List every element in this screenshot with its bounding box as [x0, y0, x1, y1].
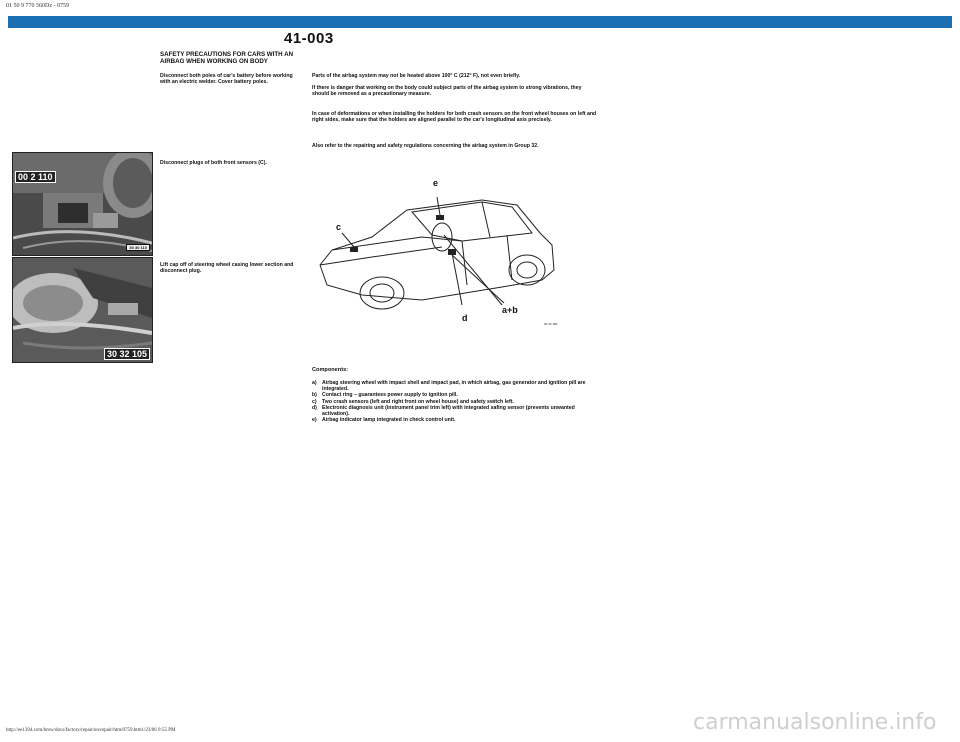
crash-sensor-marker — [350, 247, 358, 252]
photo-label: 30 32 105 — [104, 348, 150, 360]
left-paragraph-3: Lift cap off of steering wheel casing lower section and disconnect plug. — [160, 262, 294, 275]
car-outline-drawing — [312, 175, 572, 335]
right-paragraph-1: Parts of the airbag system may not be heated above 100° C (212° F), not even briefly. — [312, 73, 521, 79]
diagram-label-d: d — [462, 313, 468, 323]
diagram-label-c: c — [336, 222, 342, 232]
diagnosis-unit-marker — [448, 249, 456, 255]
airbag-system-diagram — [312, 175, 572, 335]
component-item: d) Electronic diagnosis unit (instrument panel trim left) with integrated safing sensor (prevents unwanted activation). — [312, 404, 575, 418]
right-paragraph-3: In case of deformations or when installing the holders for both crash sensors on the front wheel houses on left and right sides, make sure that the holders are aligned parallel to the car's longitudinal axis precisely. — [312, 111, 597, 124]
page-number: 41-003 — [284, 30, 334, 47]
left-paragraph-2: Disconnect plugs of both front sensors (C). — [160, 160, 267, 166]
top-color-bar — [8, 16, 952, 28]
component-item: e) Airbag indicator lamp integrated in check control unit. — [312, 417, 456, 424]
footer-url: http://ee1394.com/bmw/docs/factory/repair/en/repair/htm/0759.htm1/23/06 9:55 PM — [6, 728, 176, 733]
section-title: SAFETY PRECAUTIONS FOR CARS WITH AN AIRBAG WHEN WORKING ON BODY — [160, 51, 294, 65]
watermark: carmanualsonline.info — [693, 710, 937, 735]
indicator-lamp-marker — [436, 215, 444, 220]
photo-battery-sensor-image — [13, 153, 152, 255]
photo-label: 00 2 110 — [15, 171, 56, 183]
document-header: 01 50 9 770 560Dz - 0759 — [6, 3, 69, 9]
photo-steering-plug-image — [13, 258, 152, 362]
components-heading: Components: — [312, 367, 349, 373]
photo-battery-sensor — [12, 152, 153, 256]
right-paragraph-2: If there is danger that working on the body could subject parts of the airbag system to strong vibrations, they should be removed as a precautionary measure. — [312, 85, 582, 98]
diagram-label-e: e — [433, 178, 439, 188]
photo-sublabel: 30 30 110 — [126, 244, 150, 251]
component-item: c) Two crash sensors (left and right front on wheel house) and safety switch left. — [312, 398, 514, 405]
diagram-label-a-b: a+b — [502, 305, 518, 315]
photo-steering-plug — [12, 257, 153, 363]
component-item: b) Contact ring – guarantees power supply to ignition pill. — [312, 392, 458, 399]
right-paragraph-4: Also refer to the repairing and safety regulations concerning the airbag system in Group 32. — [312, 143, 539, 149]
diagram-figure-number: 30 32 100 — [544, 322, 558, 326]
component-item: a) Airbag steering wheel with impact shell and impact pad, in which airbag, gas generator and ignition pill are integrated. — [312, 380, 586, 393]
left-paragraph-1: Disconnect both poles of car's battery before working with an electric welder. Cover battery poles. — [160, 73, 293, 86]
components-list — [312, 380, 592, 423]
